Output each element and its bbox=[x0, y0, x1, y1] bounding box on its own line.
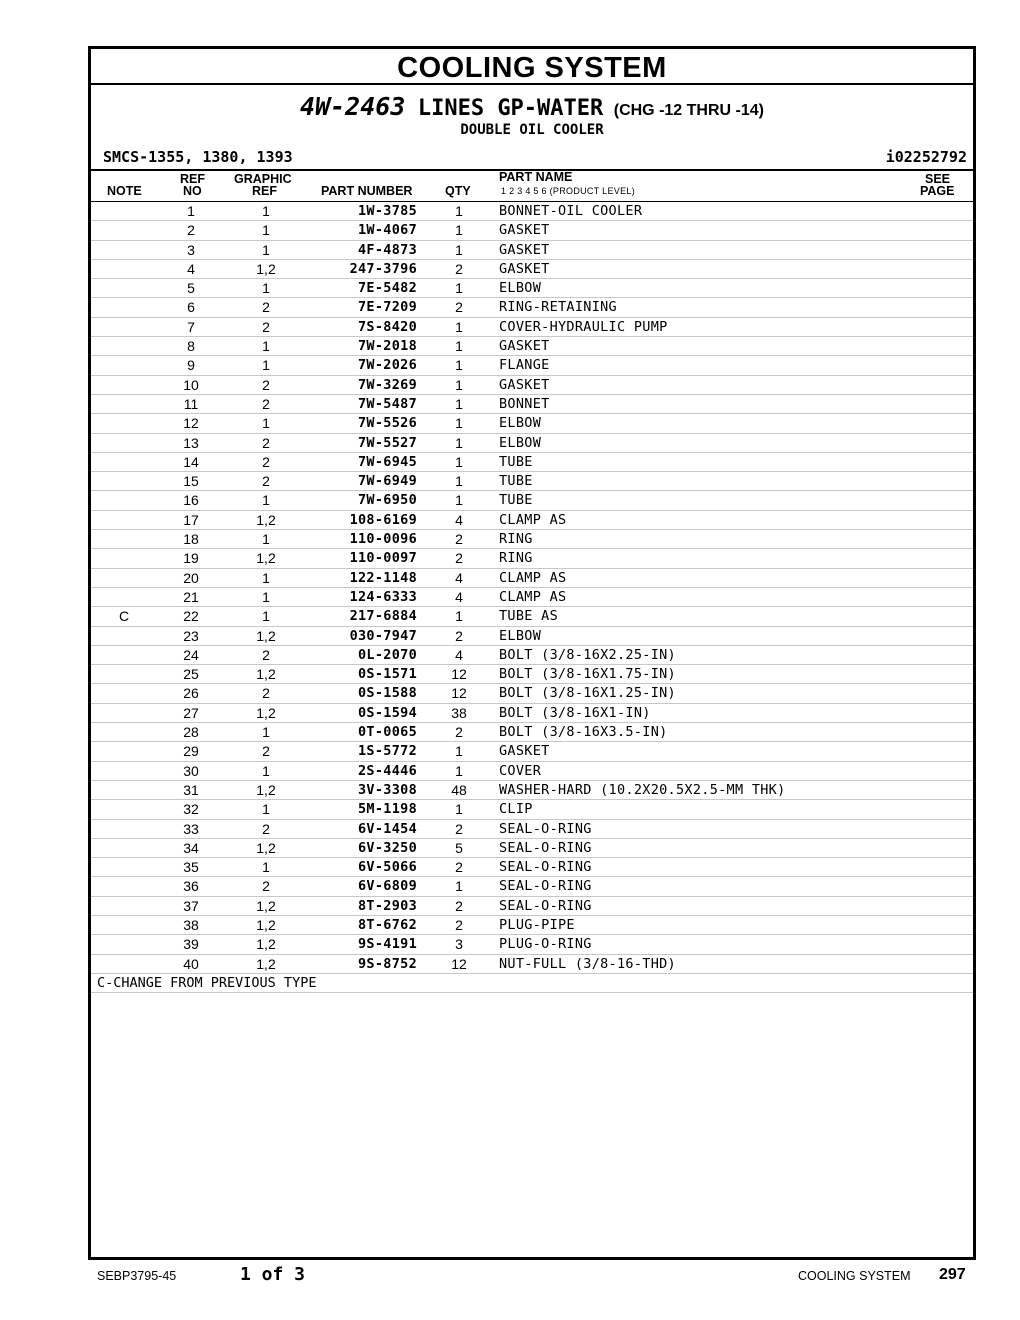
table-row bbox=[91, 453, 973, 472]
smcs-row bbox=[91, 147, 973, 171]
table-row bbox=[91, 684, 973, 703]
table-row bbox=[91, 704, 973, 723]
cell-part-name: ELBOW bbox=[499, 627, 542, 644]
cell-ref-no: 20 bbox=[183, 569, 199, 586]
cell-qty: 1 bbox=[455, 743, 463, 760]
header-part-number: PART NUMBER bbox=[321, 184, 413, 198]
cell-part-number: 5M-1198 bbox=[358, 801, 417, 818]
cell-part-number: 6V-5066 bbox=[358, 859, 417, 876]
table-row bbox=[91, 839, 973, 858]
cell-graphic-ref: 1,2 bbox=[256, 781, 276, 798]
cell-graphic-ref: 1 bbox=[262, 762, 270, 779]
cell-part-number: 0L-2070 bbox=[358, 646, 417, 663]
cell-part-name: GASKET bbox=[499, 241, 550, 258]
cell-ref-no: 39 bbox=[183, 936, 199, 953]
cell-part-name: WASHER-HARD (10.2X20.5X2.5-MM THK) bbox=[499, 781, 786, 798]
table-row bbox=[91, 511, 973, 530]
cell-part-name: COVER bbox=[499, 762, 542, 779]
cell-part-number: 110-0097 bbox=[349, 550, 417, 567]
cell-part-number: 0T-0065 bbox=[358, 724, 417, 741]
cell-qty: 1 bbox=[455, 492, 463, 509]
table-row bbox=[91, 646, 973, 665]
cell-qty: 1 bbox=[455, 338, 463, 355]
cell-part-name: RING-RETAINING bbox=[499, 299, 617, 316]
cell-part-number: 030-7947 bbox=[349, 627, 417, 644]
cell-part-name: BOLT (3/8-16X1-IN) bbox=[499, 704, 651, 721]
table-row bbox=[91, 549, 973, 568]
cell-part-number: 7W-6949 bbox=[358, 473, 417, 490]
cell-graphic-ref: 2 bbox=[262, 434, 270, 451]
cell-graphic-ref: 1 bbox=[262, 222, 270, 239]
cell-qty: 1 bbox=[455, 801, 463, 818]
cell-graphic-ref: 1 bbox=[262, 492, 270, 509]
table-row bbox=[91, 588, 973, 607]
table-row bbox=[91, 395, 973, 414]
cell-graphic-ref: 2 bbox=[262, 820, 270, 837]
cell-part-name: GASKET bbox=[499, 260, 550, 277]
cell-graphic-ref: 1 bbox=[262, 203, 270, 219]
cell-part-name: BOLT (3/8-16X1.75-IN) bbox=[499, 666, 676, 683]
cell-ref-no: 34 bbox=[183, 839, 199, 856]
footer-page-number: 297 bbox=[939, 1266, 966, 1283]
table-row bbox=[91, 356, 973, 375]
cell-ref-no: 31 bbox=[183, 781, 199, 798]
cell-qty: 2 bbox=[455, 550, 463, 567]
cell-graphic-ref: 1 bbox=[262, 241, 270, 258]
footer-doc-number: SEBP3795-45 bbox=[97, 1269, 177, 1283]
table-row bbox=[91, 916, 973, 935]
cell-qty: 5 bbox=[455, 839, 463, 856]
cell-part-name: CLAMP AS bbox=[499, 569, 567, 586]
cell-part-name: ELBOW bbox=[499, 415, 542, 432]
table-row bbox=[91, 260, 973, 279]
cell-part-name: SEAL-O-RING bbox=[499, 878, 592, 895]
table-row bbox=[91, 491, 973, 510]
cell-part-name: BOLT (3/8-16X2.25-IN) bbox=[499, 646, 676, 663]
cell-qty: 1 bbox=[455, 241, 463, 258]
cell-graphic-ref: 1,2 bbox=[256, 704, 276, 721]
cell-graphic-ref: 1 bbox=[262, 531, 270, 548]
cell-part-number: 0S-1571 bbox=[358, 666, 417, 683]
cell-qty: 4 bbox=[455, 646, 463, 663]
table-row bbox=[91, 376, 973, 395]
cell-qty: 2 bbox=[455, 897, 463, 914]
cell-part-number: 2S-4446 bbox=[358, 762, 417, 779]
table-row bbox=[91, 858, 973, 877]
illustration-id: i02252792 bbox=[885, 148, 967, 166]
parts-table-body bbox=[91, 202, 973, 974]
table-row bbox=[91, 472, 973, 491]
cell-ref-no: 30 bbox=[183, 762, 199, 779]
cell-ref-no: 38 bbox=[183, 916, 199, 933]
cell-qty: 1 bbox=[455, 608, 463, 625]
cell-part-name: TUBE bbox=[499, 473, 533, 490]
cell-graphic-ref: 1 bbox=[262, 859, 270, 876]
cell-qty: 1 bbox=[455, 357, 463, 374]
cell-part-number: 7S-8420 bbox=[358, 318, 417, 335]
table-row bbox=[91, 723, 973, 742]
cell-ref-no: 1 bbox=[187, 203, 195, 219]
footnote: C-CHANGE FROM PREVIOUS TYPE bbox=[91, 974, 973, 993]
cell-ref-no: 5 bbox=[187, 280, 195, 297]
cell-part-number: 217-6884 bbox=[349, 608, 417, 625]
cell-ref-no: 35 bbox=[183, 859, 199, 876]
cell-graphic-ref: 1 bbox=[262, 280, 270, 297]
cell-part-number: 7W-6945 bbox=[358, 453, 417, 470]
table-row bbox=[91, 742, 973, 761]
cell-qty: 1 bbox=[455, 762, 463, 779]
cell-qty: 1 bbox=[455, 453, 463, 470]
cell-part-number: 7W-5526 bbox=[358, 415, 417, 432]
cell-graphic-ref: 2 bbox=[262, 743, 270, 760]
cell-graphic-ref: 1,2 bbox=[256, 936, 276, 953]
cell-ref-no: 37 bbox=[183, 897, 199, 914]
cell-graphic-ref: 1,2 bbox=[256, 916, 276, 933]
cell-ref-no: 17 bbox=[183, 511, 199, 528]
cell-note: C bbox=[118, 608, 130, 625]
cell-ref-no: 28 bbox=[183, 724, 199, 741]
header-ref-bottom: NO bbox=[183, 184, 202, 198]
cell-qty: 4 bbox=[455, 511, 463, 528]
cell-graphic-ref: 1 bbox=[262, 588, 270, 605]
cell-graphic-ref: 1,2 bbox=[256, 897, 276, 914]
cell-graphic-ref: 1,2 bbox=[256, 839, 276, 856]
header-part-name: PART NAME bbox=[499, 170, 573, 184]
cell-part-name: GASKET bbox=[499, 376, 550, 393]
cell-part-name: SEAL-O-RING bbox=[499, 839, 592, 856]
cell-ref-no: 2 bbox=[187, 222, 195, 239]
header-product-level: 1 2 3 4 5 6 (PRODUCT LEVEL) bbox=[501, 186, 635, 196]
table-row bbox=[91, 241, 973, 260]
cell-part-name: TUBE bbox=[499, 492, 533, 509]
cell-graphic-ref: 2 bbox=[262, 453, 270, 470]
cell-graphic-ref: 1,2 bbox=[256, 550, 276, 567]
cell-graphic-ref: 2 bbox=[262, 878, 270, 895]
header-qty: QTY bbox=[445, 184, 471, 198]
cell-part-number: 110-0096 bbox=[349, 531, 417, 548]
cell-part-number: 247-3796 bbox=[349, 260, 417, 277]
group-heading bbox=[91, 93, 973, 121]
table-row bbox=[91, 298, 973, 317]
table-row bbox=[91, 337, 973, 356]
cell-graphic-ref: 1,2 bbox=[256, 511, 276, 528]
table-row bbox=[91, 665, 973, 684]
cell-ref-no: 24 bbox=[183, 646, 199, 663]
cell-qty: 1 bbox=[455, 203, 463, 219]
page-title: COOLING SYSTEM bbox=[91, 49, 973, 85]
table-row bbox=[91, 530, 973, 549]
cell-part-name: TUBE bbox=[499, 453, 533, 470]
cell-part-name: FLANGE bbox=[499, 357, 550, 374]
cell-part-name: ELBOW bbox=[499, 434, 542, 451]
cell-qty: 1 bbox=[455, 473, 463, 490]
cell-qty: 1 bbox=[455, 878, 463, 895]
table-row bbox=[91, 877, 973, 896]
table-row bbox=[91, 820, 973, 839]
cell-part-name: ELBOW bbox=[499, 280, 542, 297]
cell-graphic-ref: 2 bbox=[262, 299, 270, 316]
cell-part-name: RING bbox=[499, 531, 533, 548]
table-row bbox=[91, 935, 973, 954]
cell-part-name: CLAMP AS bbox=[499, 511, 567, 528]
cell-part-name: BOLT (3/8-16X3.5-IN) bbox=[499, 724, 668, 741]
cell-part-name: BONNET-OIL COOLER bbox=[499, 203, 643, 219]
cell-graphic-ref: 2 bbox=[262, 376, 270, 393]
cell-ref-no: 9 bbox=[187, 357, 195, 374]
cell-ref-no: 13 bbox=[183, 434, 199, 451]
cell-ref-no: 7 bbox=[187, 318, 195, 335]
cell-part-number: 1S-5772 bbox=[358, 743, 417, 760]
change-range: (CHG -12 THRU -14) bbox=[613, 102, 764, 119]
table-row bbox=[91, 434, 973, 453]
cell-qty: 2 bbox=[455, 627, 463, 644]
cell-ref-no: 15 bbox=[183, 473, 199, 490]
cell-graphic-ref: 2 bbox=[262, 395, 270, 412]
cell-part-name: COVER-HYDRAULIC PUMP bbox=[499, 318, 668, 335]
cell-part-name: TUBE AS bbox=[499, 608, 558, 625]
header-graphic-top: GRAPHIC bbox=[234, 172, 292, 186]
cell-qty: 1 bbox=[455, 222, 463, 239]
table-row bbox=[91, 762, 973, 781]
cell-qty: 1 bbox=[455, 395, 463, 412]
cell-part-name: BOLT (3/8-16X1.25-IN) bbox=[499, 685, 676, 702]
cell-part-number: 7W-3269 bbox=[358, 376, 417, 393]
cell-part-name: CLIP bbox=[499, 801, 533, 818]
cell-part-number: 9S-4191 bbox=[358, 936, 417, 953]
cell-qty: 38 bbox=[451, 704, 467, 721]
cell-part-number: 122-1148 bbox=[349, 569, 417, 586]
cell-qty: 2 bbox=[455, 916, 463, 933]
header-see-top: SEE bbox=[925, 172, 951, 186]
cell-part-name: RING bbox=[499, 550, 533, 567]
cell-qty: 12 bbox=[451, 666, 467, 683]
cell-part-number: 7E-7209 bbox=[358, 299, 417, 316]
group-name: LINES GP-WATER bbox=[417, 96, 604, 121]
cell-part-name: SEAL-O-RING bbox=[499, 897, 592, 914]
cell-ref-no: 4 bbox=[187, 260, 195, 277]
cell-qty: 48 bbox=[451, 781, 467, 798]
cell-graphic-ref: 1 bbox=[262, 338, 270, 355]
cell-part-name: GASKET bbox=[499, 338, 550, 355]
table-row bbox=[91, 318, 973, 337]
cell-qty: 1 bbox=[455, 415, 463, 432]
cell-part-number: 3V-3308 bbox=[358, 781, 417, 798]
table-row bbox=[91, 955, 973, 974]
header-see-bottom: PAGE bbox=[920, 184, 955, 198]
cell-part-name: PLUG-O-RING bbox=[499, 936, 592, 953]
cell-ref-no: 36 bbox=[183, 878, 199, 895]
cell-qty: 2 bbox=[455, 724, 463, 741]
header-note: NOTE bbox=[107, 184, 142, 198]
cell-graphic-ref: 1,2 bbox=[256, 627, 276, 644]
cell-part-name: PLUG-PIPE bbox=[499, 916, 575, 933]
cell-qty: 2 bbox=[455, 260, 463, 277]
cell-part-number: 9S-8752 bbox=[358, 955, 417, 972]
cell-part-number: 1W-4067 bbox=[358, 222, 417, 239]
cell-graphic-ref: 1,2 bbox=[256, 955, 276, 972]
cell-qty: 1 bbox=[455, 376, 463, 393]
cell-ref-no: 12 bbox=[183, 415, 199, 432]
table-row bbox=[91, 607, 973, 626]
cell-ref-no: 33 bbox=[183, 820, 199, 837]
cell-qty: 2 bbox=[455, 820, 463, 837]
cell-part-number: 8T-2903 bbox=[358, 897, 417, 914]
cell-qty: 4 bbox=[455, 569, 463, 586]
cell-ref-no: 6 bbox=[187, 299, 195, 316]
cell-qty: 3 bbox=[455, 936, 463, 953]
table-row bbox=[91, 800, 973, 819]
cell-part-name: NUT-FULL (3/8-16-THD) bbox=[499, 955, 676, 972]
cell-part-number: 108-6169 bbox=[349, 511, 417, 528]
table-row bbox=[91, 569, 973, 588]
cell-ref-no: 40 bbox=[183, 955, 199, 972]
cell-part-number: 7W-5527 bbox=[358, 434, 417, 451]
cell-graphic-ref: 2 bbox=[262, 685, 270, 702]
cell-part-number: 1W-3785 bbox=[358, 203, 417, 219]
cell-part-name: GASKET bbox=[499, 743, 550, 760]
group-subtitle: DOUBLE OIL COOLER bbox=[460, 122, 604, 138]
cell-part-number: 6V-1454 bbox=[358, 820, 417, 837]
cell-ref-no: 27 bbox=[183, 704, 199, 721]
model-number: 4W-2463 bbox=[300, 92, 406, 121]
cell-part-name: BONNET bbox=[499, 395, 550, 412]
table-row bbox=[91, 897, 973, 916]
cell-part-name: CLAMP AS bbox=[499, 588, 567, 605]
cell-part-number: 8T-6762 bbox=[358, 916, 417, 933]
cell-part-number: 4F-4873 bbox=[358, 241, 417, 258]
table-row bbox=[91, 414, 973, 433]
cell-part-number: 7E-5482 bbox=[358, 280, 417, 297]
cell-qty: 1 bbox=[455, 318, 463, 335]
cell-part-number: 7W-6950 bbox=[358, 492, 417, 509]
table-row bbox=[91, 627, 973, 646]
table-row bbox=[91, 202, 973, 221]
cell-ref-no: 3 bbox=[187, 241, 195, 258]
cell-qty: 1 bbox=[455, 434, 463, 451]
table-row bbox=[91, 279, 973, 298]
cell-part-name: SEAL-O-RING bbox=[499, 820, 592, 837]
cell-qty: 1 bbox=[455, 280, 463, 297]
cell-graphic-ref: 2 bbox=[262, 318, 270, 335]
cell-part-number: 7W-2018 bbox=[358, 338, 417, 355]
cell-graphic-ref: 1 bbox=[262, 724, 270, 741]
cell-qty: 2 bbox=[455, 531, 463, 548]
cell-graphic-ref: 1 bbox=[262, 357, 270, 374]
cell-ref-no: 19 bbox=[183, 550, 199, 567]
parts-page-frame bbox=[88, 46, 976, 1260]
cell-ref-no: 21 bbox=[183, 588, 199, 605]
cell-ref-no: 16 bbox=[183, 492, 199, 509]
cell-graphic-ref: 2 bbox=[262, 473, 270, 490]
cell-qty: 12 bbox=[451, 955, 467, 972]
cell-qty: 12 bbox=[451, 685, 467, 702]
cell-ref-no: 26 bbox=[183, 685, 199, 702]
smcs-codes: SMCS-1355, 1380, 1393 bbox=[103, 148, 293, 166]
table-row bbox=[91, 781, 973, 800]
cell-ref-no: 10 bbox=[183, 376, 199, 393]
footer-page-of: 1 of 3 bbox=[240, 1264, 306, 1285]
cell-qty: 2 bbox=[455, 859, 463, 876]
cell-part-number: 0S-1594 bbox=[358, 704, 417, 721]
cell-ref-no: 29 bbox=[183, 743, 199, 760]
cell-ref-no: 11 bbox=[183, 395, 199, 412]
header-ref-top: REF bbox=[180, 172, 205, 186]
cell-part-number: 7W-5487 bbox=[358, 395, 417, 412]
cell-part-number: 7W-2026 bbox=[358, 357, 417, 374]
cell-graphic-ref: 1 bbox=[262, 608, 270, 625]
cell-ref-no: 14 bbox=[183, 453, 199, 470]
footer-section: COOLING SYSTEM bbox=[798, 1269, 911, 1283]
page-footer bbox=[0, 1264, 1020, 1288]
cell-part-name: GASKET bbox=[499, 222, 550, 239]
cell-part-number: 6V-3250 bbox=[358, 839, 417, 856]
cell-graphic-ref: 1 bbox=[262, 801, 270, 818]
table-row bbox=[91, 221, 973, 240]
cell-graphic-ref: 2 bbox=[262, 646, 270, 663]
cell-ref-no: 18 bbox=[183, 531, 199, 548]
cell-part-number: 124-6333 bbox=[349, 588, 417, 605]
header-graphic-bottom: REF bbox=[252, 184, 277, 198]
cell-graphic-ref: 1,2 bbox=[256, 666, 276, 683]
cell-ref-no: 23 bbox=[183, 627, 199, 644]
cell-ref-no: 25 bbox=[183, 666, 199, 683]
cell-ref-no: 32 bbox=[183, 801, 199, 818]
cell-part-number: 0S-1588 bbox=[358, 685, 417, 702]
cell-ref-no: 8 bbox=[187, 338, 195, 355]
cell-graphic-ref: 1 bbox=[262, 415, 270, 432]
cell-graphic-ref: 1,2 bbox=[256, 260, 276, 277]
cell-part-number: 6V-6809 bbox=[358, 878, 417, 895]
cell-qty: 4 bbox=[455, 588, 463, 605]
table-header bbox=[91, 171, 973, 202]
cell-part-name: SEAL-O-RING bbox=[499, 859, 592, 876]
cell-qty: 2 bbox=[455, 299, 463, 316]
cell-ref-no: 22 bbox=[183, 608, 199, 625]
cell-graphic-ref: 1 bbox=[262, 569, 270, 586]
